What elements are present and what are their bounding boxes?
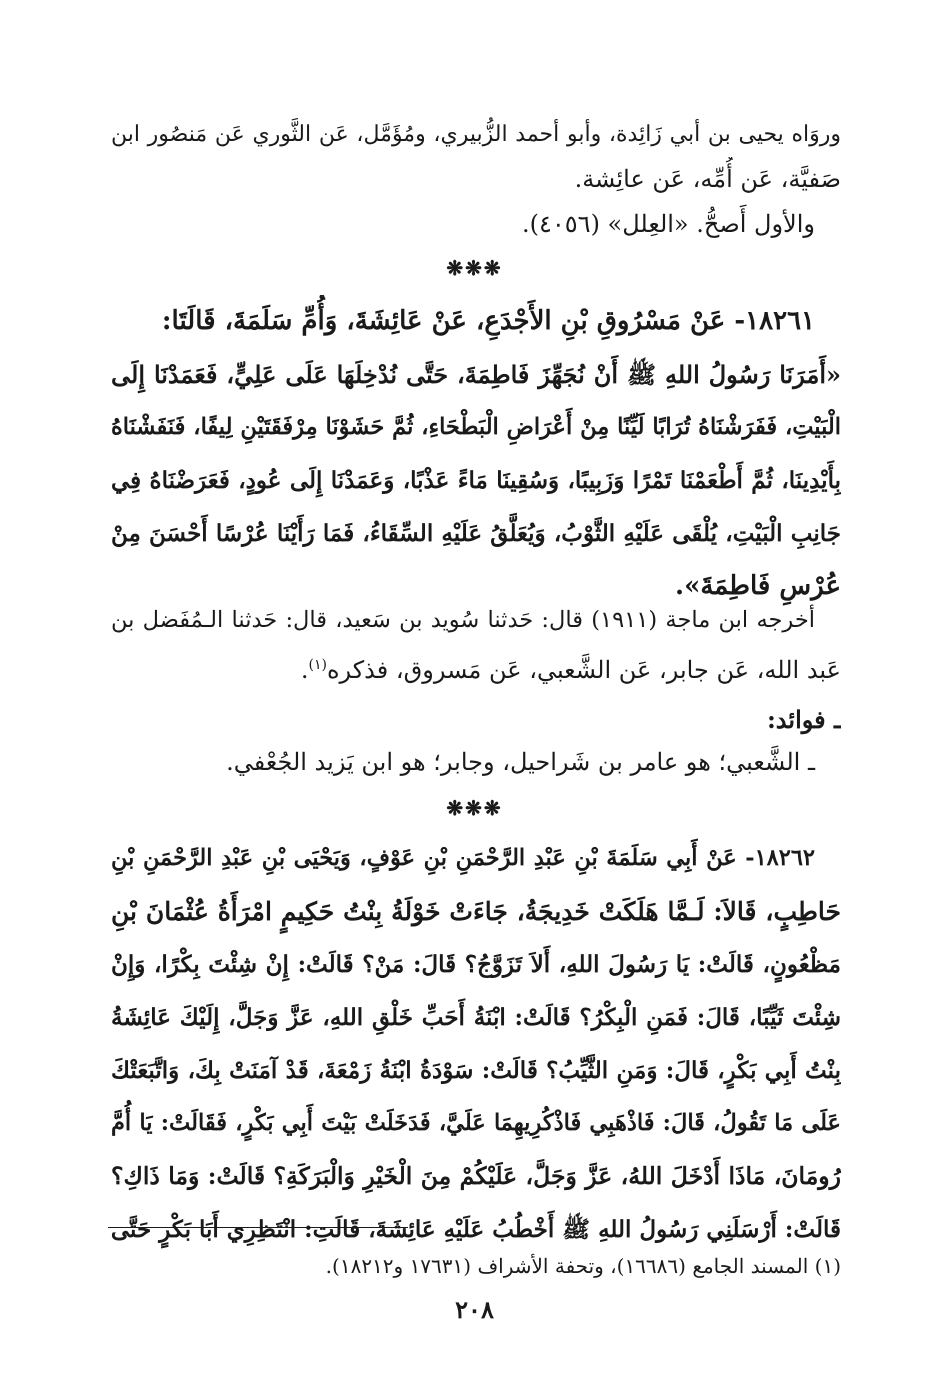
hadith-opening-line: ١٨٢٦٢- عَنْ أَبِي سَلَمَةَ بْنِ عَبْدِ الرَّحْمَنِ بْنِ عَوْفٍ، وَيَحْيَى بْنِ عَبْدِ الرَّحْمَنِ بْنِ [111, 845, 815, 871]
hadith-18261 [111, 295, 841, 613]
hadith-text-line: عُرْسِ فَاطِمَةَ». [675, 571, 841, 601]
hadith-opening-line: ١٨٢٦١- عَنْ مَسْرُوقِ بْنِ الأَجْدَعِ، عَنْ عَائِشَةَ، وَأُمِّ سَلَمَةَ، قَالَتَا: [161, 306, 815, 336]
conclusion-line: والأول أَصحُّ. «العِلل» (٤٠٥٦). [522, 210, 815, 238]
takhrij-text: عَبد الله، عَن جابر، عَن الشَّعبي، عَن مَسروق، فذكره [326, 656, 841, 684]
footnote-marker[interactable]: (١) [308, 657, 327, 673]
takhrij-line: أخرجه ابن ماجة (١٩١١) قال: حَدثنا سُويد بن سَعيد، قال: حَدثنا الـمُفَضل بن [111, 607, 815, 633]
text-line: صَفيَّة، عَن أُمِّه، عَن عائِشة. [574, 165, 841, 193]
fawaid-heading: ـ فوائد: [766, 705, 841, 734]
hadith-text-line: بِنْتُ أَبِي بَكْرٍ، قَالَ: وَمَنِ الثَّيِّبُ؟ قَالَتْ: سَوْدَةُ ابْنَةُ زَمْعَةَ، قَدْ آمَنَتْ بِكَ، وَاتَّبَعَتْكَ [111, 1057, 841, 1084]
takhrij-line [111, 643, 841, 693]
hadith-text-line: عَلَى مَا تَقُولُ، قَالَ: فَاذْهَبِي فَاذْكُرِيهِمَا عَلَيَّ، فَدَخَلَتْ بَيْتَ أَبِي بَكْرٍ، فَقَالَتْ: يَا أُمَّ [111, 1110, 841, 1136]
footnote: (١) المسند الجامع (١٦٦٨٦)، وتحفة الأشراف (١٧٦٣١ و١٨٢١٢). [325, 1254, 841, 1278]
hadith-text-line: بِأَيْدِينَا، ثُمَّ أَطْعَمْنَا تَمْرًا وَزَبِيبًا، وَسُقِينَا مَاءً عَذْبًا، وَعَمَدْنَا إِلَى عُودٍ، فَعَرَضْنَاهُ فِي [111, 467, 841, 494]
takhrij-paragraph [111, 598, 841, 693]
hadith-text-line: جَانِبِ الْبَيْتِ، يُلْقَى عَلَيْهِ الثَّوْبُ، وَيُعَلَّقُ عَلَيْهِ السِّقَاءُ، فَمَا رَأَيْنَا عُرْسًا أَحْسَنَ مِنْ [111, 520, 841, 547]
hadith-text-line: حَاطِبٍ، قَالاَ: لَـمَّا هَلَكَتْ خَدِيجَةُ، جَاءَتْ خَوْلَةُ بِنْتُ حَكِيمٍ امْرَأَةُ عُثْمَانَ بْنِ [111, 897, 841, 926]
footnote-divider [108, 1227, 408, 1228]
hadith-text-line: الْبَيْتِ، فَفَرَشْنَاهُ تُرَابًا لَيِّنًا مِنْ أَعْرَاضِ الْبَطْحَاءِ، ثُمَّ حَشَوْنَا مِرْفَقَتَيْنِ لِيفًا، فَنَفَشْنَاهُ [111, 414, 841, 440]
fawaid-item: ـ الشَّعبي؛ هو عامر بن شَراحيل، وجابر؛ هو ابن يَزيد الجُعْفي. [226, 748, 815, 776]
section-separator: ❋❋❋ [446, 796, 503, 820]
hadith-text-line: رُومَانَ، مَاذَا أَدْخَلَ اللهُ، عَزَّ وَجَلَّ، عَلَيْكُمْ مِنَ الْخَيْرِ وَالْبَرَكَةِ؟ قَالَتْ: وَمَا ذَاكِ؟ [111, 1162, 841, 1190]
hadith-18262 [111, 832, 841, 1256]
intro-paragraph [111, 112, 841, 247]
fawaid-section [111, 700, 841, 785]
hadith-text-line: قَالَتْ: أَرْسَلَنِي رَسُولُ اللهِ ﷺ أَخْطُبُ عَلَيْهِ عَائِشَةَ، قَالَتِ: انْتَظِرِي أَبَا بَكْرٍ حَتَّى [111, 1216, 841, 1243]
hadith-text-line: شِئْتَ ثَيِّبًا، قَالَ: فَمَنِ الْبِكْرُ؟ قَالَتْ: ابْنَةُ أَحَبِّ خَلْقِ اللهِ، عَزَّ وَجَلَّ، إِلَيْكَ عَائِشَةُ [111, 1004, 841, 1031]
text-line: وروَاه يحيى بن أبي زَائِدة، وأبو أحمد الزُّبيري، ومُؤَمَّل، عَن الثَّوري عَن مَنصُور ابن [111, 122, 841, 147]
page-number: ٢٠٨ [455, 1295, 494, 1324]
hadith-text-line: مَظْعُونٍ، قَالَتْ: يَا رَسُولَ اللهِ، أَلاَ تَزَوَّجُ؟ قَالَ: مَنْ؟ قَالَتْ: إِنْ شِئْتَ بِكْرًا، وَإِنْ [111, 951, 841, 978]
end-mark: . [300, 656, 309, 684]
hadith-text-line: «أَمَرَنَا رَسُولُ اللهِ ﷺ أَنْ نُجَهِّزَ فَاطِمَةَ، حَتَّى نُدْخِلَهَا عَلَى عَلِيٍّ، فَعَمَدْنَا إِلَى [111, 360, 841, 389]
section-separator: ❋❋❋ [446, 256, 503, 280]
